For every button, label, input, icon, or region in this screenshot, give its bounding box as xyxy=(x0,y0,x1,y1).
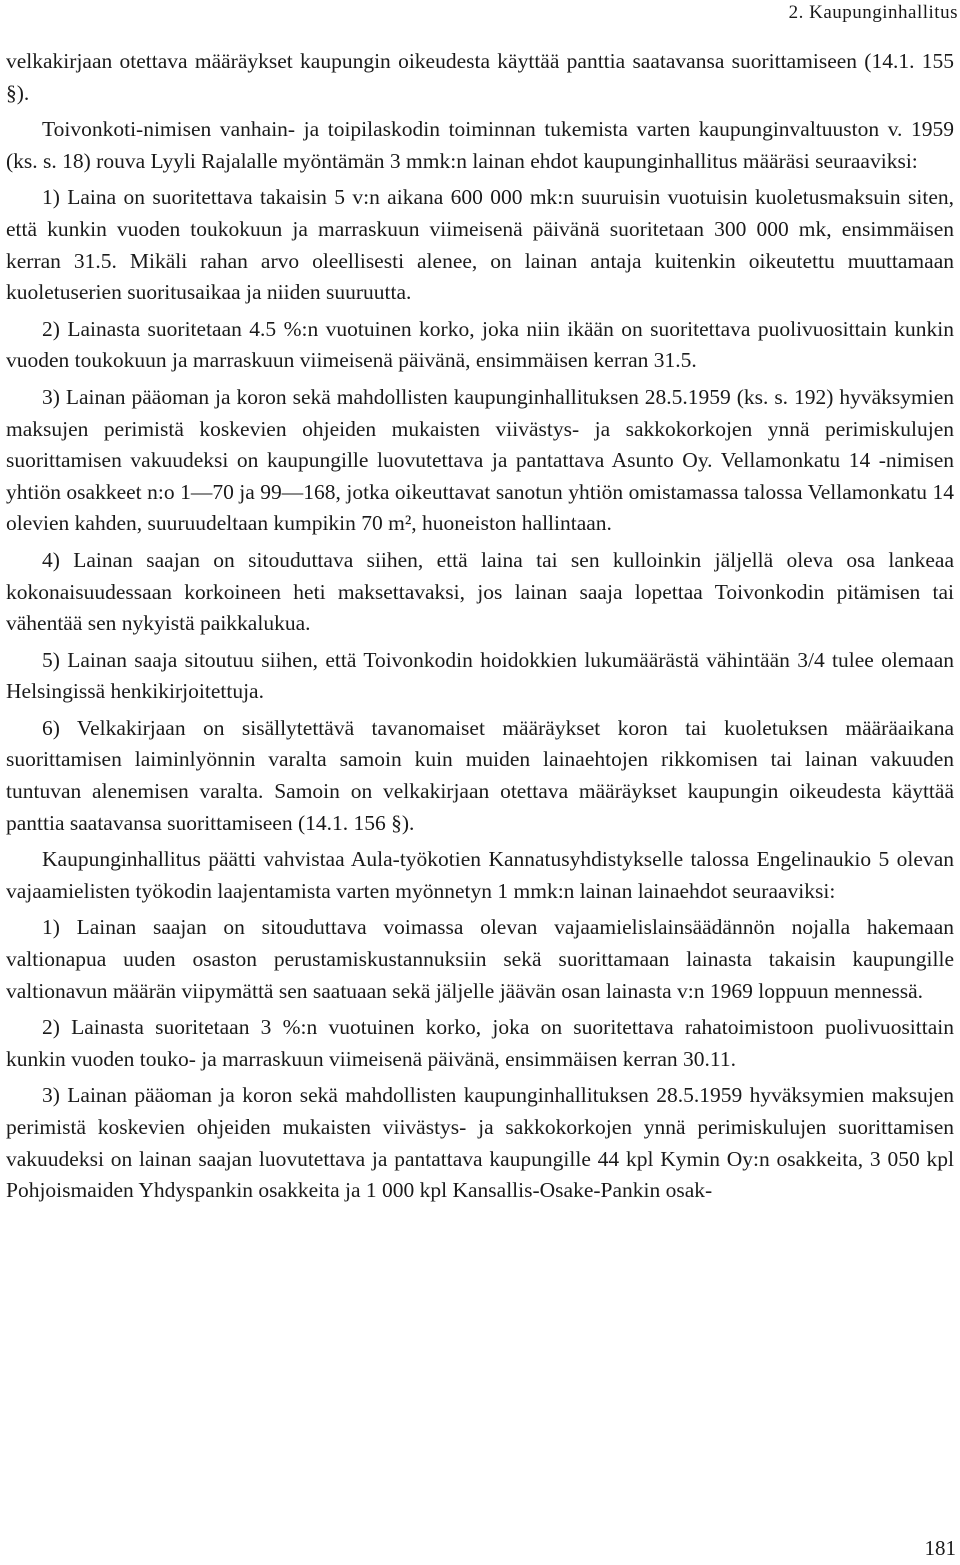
paragraph-intro-aula: Kaupunginhallitus päätti vahvistaa Aula-työkotien Kannatusyhdistykselle talossa Engelinaukio 5 olevan vajaamielisten työkodin laajentamista varten myönnetyn 1 mmk:n lainan lainaehdot seuraaviksi: xyxy=(6,847,954,903)
document-body xyxy=(6,46,954,1212)
paragraph-aula-item-2: 2) Lainasta suoritetaan 3 %:n vuotuinen korko, joka on suoritettava rahatoimistoon puolivuosittain kunkin vuoden touko- ja marraskuun viimeisenä päivänä, ensimmäisen kerran 30.11. xyxy=(6,1015,954,1071)
paragraph-item-1: 1) Laina on suoritettava takaisin 5 v:n aikana 600 000 mk:n suuruisin vuotuisin kuoletusmaksuin siten, että kunkin vuoden toukokuun ja marraskuun viimeisenä päivänä suoritetaan 300 000 mk, ensimmäisen kerran 31.5. Mikäli rahan arvo oleellisesti alenee, on lainan antaja kuitenkin oikeutettu muuttamaan kuoletuserien suoritusaikaa ja niiden suuruutta. xyxy=(6,185,954,305)
page-number: 181 xyxy=(924,1536,956,1560)
paragraph-item-3: 3) Lainan pääoman ja koron sekä mahdollisten kaupunginhallituksen 28.5.1959 (ks. s. 192) hyväksymien maksujen perimistä koskevien ohjeiden mukaisten viivästys- ja sakkokorkojen ynnä perimiskulujen suorittamisen vakuudeksi on kaupungille luovutettava ja pantattava Asunto Oy. Vellamonkatu 14 -nimisen yhtiön osakkeet n:o 1—70 ja 99—168, jotka oikeuttavat sanotun yhtiön omistamassa talossa Vellamonkatu 14 olevien kahden, suuruudeltaan kumpikin 70 m², huoneiston hallintaan. xyxy=(6,384,954,536)
paragraph-aula-item-1: 1) Lainan saajan on sitouduttava voimassa olevan vajaamielislainsäädännön nojalla hakemaan valtionapua uuden osaston perustamiskustannuksiin sekä suorittamaan lainasta takaisin kaupungille valtionavun määrän viipymättä sen saatuaan sekä jäljelle jäävän osan lainasta v:n 1969 loppuun mennessä. xyxy=(6,915,954,1003)
paragraph-aula-item-3: 3) Lainan pääoman ja koron sekä mahdollisten kaupunginhallituksen 28.5.1959 hyväksymien maksujen perimistä koskevien ohjeiden mukaisten viivästys- ja sakkokorkojen ynnä perimiskulujen suorittamisen vakuudeksi on lainan saajan luovutettava ja pantattava kaupungille 44 kpl Kymin Oy:n osakkeita, 3 050 kpl Pohjoismaiden Yhdyspankin osakkeita ja 1 000 kpl Kansallis-Osake-Pankin osak- xyxy=(6,1083,954,1203)
paragraph-continuation: velkakirjaan otettava määräykset kaupungin oikeudesta käyttää panttia saatavansa suorittamiseen (14.1. 155 §). xyxy=(6,49,954,105)
paragraph-item-6: 6) Velkakirjaan on sisällytettävä tavanomaiset määräykset koron tai kuoletuksen määräaikana suorittamisen laiminlyönnin varalta samoin kuin muiden lainaehtojen rikkomisen tai lainan vakuuden tuntuvan alenemisen varalta. Samoin on velkakirjaan otettava määräykset kaupungin oikeudesta käyttää panttia saatavansa suorittamiseen (14.1. 156 §). xyxy=(6,715,954,835)
running-head: 2. Kaupunginhallitus xyxy=(788,2,958,23)
paragraph-item-2: 2) Lainasta suoritetaan 4.5 %:n vuotuinen korko, joka niin ikään on suoritettava puolivuosittain kunkin vuoden toukokuun ja marraskuun viimeisenä päivänä, ensimmäisen kerran 31.5. xyxy=(6,316,954,373)
paragraph-item-5: 5) Lainan saaja sitoutuu siihen, että Toivonkodin hoidokkien lukumäärästä vähintään 3/4 tulee olemaan Helsingissä henkikirjoitettuja. xyxy=(6,647,954,704)
paragraph-intro-toivonkoti: Toivonkoti-nimisen vanhain- ja toipilaskodin toiminnan tukemista varten kaupunginvaltuuston v. 1959 (ks. s. 18) rouva Lyyli Rajalalle myöntämän 3 mmk:n lainan ehdot kaupunginhallitus määräsi seuraaviksi: xyxy=(6,117,954,173)
paragraph-item-4: 4) Lainan saajan on sitouduttava siihen, että laina tai sen kulloinkin jäljellä oleva osa lankeaa kokonaisuudessaan korkoineen heti maksettavaksi, jos lainan saaja lopettaa Toivonkodin pitämisen tai vähentää sen nykyistä paikkalukua. xyxy=(6,547,954,636)
